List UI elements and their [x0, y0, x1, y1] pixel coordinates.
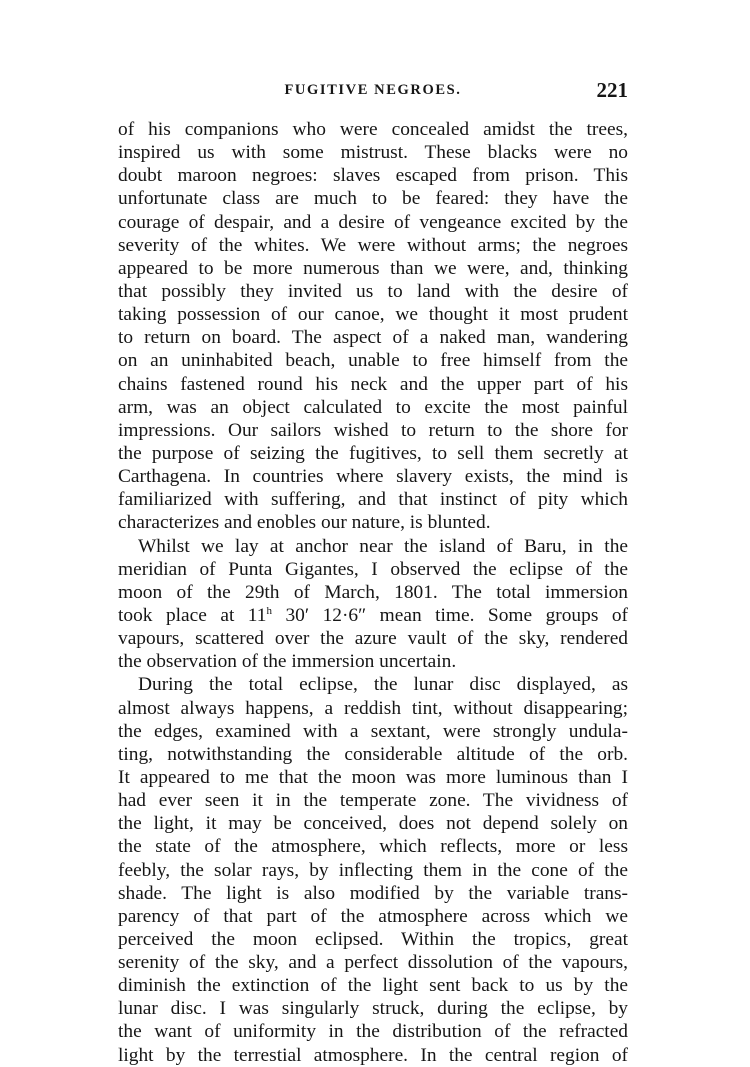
text-line: severity of the whites. We were without arms; the negroes [118, 234, 628, 256]
text-line: chains fastened round his neck and the upper part of his [118, 373, 628, 395]
text-line: perceived the moon eclipsed. Within the tropics, great [118, 928, 628, 950]
text-line: vapours, scattered over the azure vault of the sky, rendered [118, 628, 628, 650]
text-line-with-superscript [118, 604, 628, 627]
text-line: the light, it may be conceived, does not depend solely on [118, 813, 628, 835]
text-line: impressions. Our sailors wished to return to the shore for [118, 419, 628, 441]
text-line: to return on board. The aspect of a naked man, wandering [118, 327, 628, 349]
text-line: parency of that part of the atmosphere across which we [118, 905, 628, 927]
text-line: unfortunate class are much to be feared: they have the [118, 188, 628, 210]
text-line: appeared to be more numerous than we were, and, thinking [118, 257, 628, 279]
text-line: the purpose of seizing the fugitives, to sell them secretly at [118, 442, 628, 464]
text-line: the observation of the immersion uncertain. [118, 651, 457, 673]
text-line: shade. The light is also modified by the variable trans- [118, 882, 628, 904]
body-text [118, 118, 628, 1067]
text-line: feebly, the solar rays, by inflecting them in the cone of the [118, 859, 628, 881]
hour-superscript: h [266, 604, 272, 617]
text-segment: 30′ 12·6″ mean time. Some groups of [271, 604, 628, 626]
text-line: light by the terrestial atmosphere. In the central region of [118, 1044, 628, 1066]
text-line: almost always happens, a reddish tint, without disappearing; [118, 697, 628, 719]
text-line: lunar disc. I was singularly struck, during the eclipse, by [118, 998, 628, 1020]
text-line: diminish the extinction of the light sent back to us by the [118, 975, 628, 997]
text-line: characterizes and enobles our nature, is blunted. [118, 512, 491, 534]
text-line: ting, notwithstanding the considerable altitude of the orb. [118, 743, 628, 765]
text-line: courage of despair, and a desire of vengeance excited by the [118, 211, 628, 233]
text-line: It appeared to me that the moon was more luminous than I [118, 766, 628, 788]
text-line: of his companions who were concealed amidst the trees, [118, 119, 628, 140]
paragraph-first-line: During the total eclipse, the lunar disc displayed, as [138, 674, 628, 696]
text-line: taking possession of our canoe, we thought it most prudent [118, 304, 628, 326]
text-line: doubt maroon negroes: slaves escaped from prison. This [118, 165, 628, 187]
text-segment: took place at 11 [118, 604, 267, 626]
text-line: Carthagena. In countries where slavery exists, the mind is [118, 466, 628, 488]
text-line: on an uninhabited beach, unable to free himself from the [118, 350, 628, 372]
text-line: moon of the 29th of March, 1801. The total immersion [118, 581, 628, 603]
text-line: that possibly they invited us to land with the desire of [118, 280, 628, 302]
running-title: FUGITIVE NEGROES. [284, 82, 462, 98]
text-line: the edges, examined with a sextant, were strongly undula- [118, 720, 628, 742]
text-line: familiarized with suffering, and that instinct of pity which [118, 489, 628, 511]
text-line: had ever seen it in the temperate zone. The vividness of [118, 790, 628, 812]
text-line: meridian of Punta Gigantes, I observed the eclipse of the [118, 558, 628, 580]
text-line: the state of the atmosphere, which reflects, more or less [118, 836, 628, 858]
text-line: arm, was an object calculated to excite the most painful [118, 396, 628, 418]
page-header [118, 78, 628, 110]
paragraph-first-line: Whilst we lay at anchor near the island of Baru, in the [138, 535, 628, 557]
text-line: serenity of the sky, and a perfect dissolution of the vapours, [118, 952, 628, 974]
text-line: the want of uniformity in the distribution of the refracted [118, 1021, 628, 1043]
page-number: 221 [596, 78, 628, 102]
text-line: inspired us with some mistrust. These blacks were no [118, 142, 628, 164]
